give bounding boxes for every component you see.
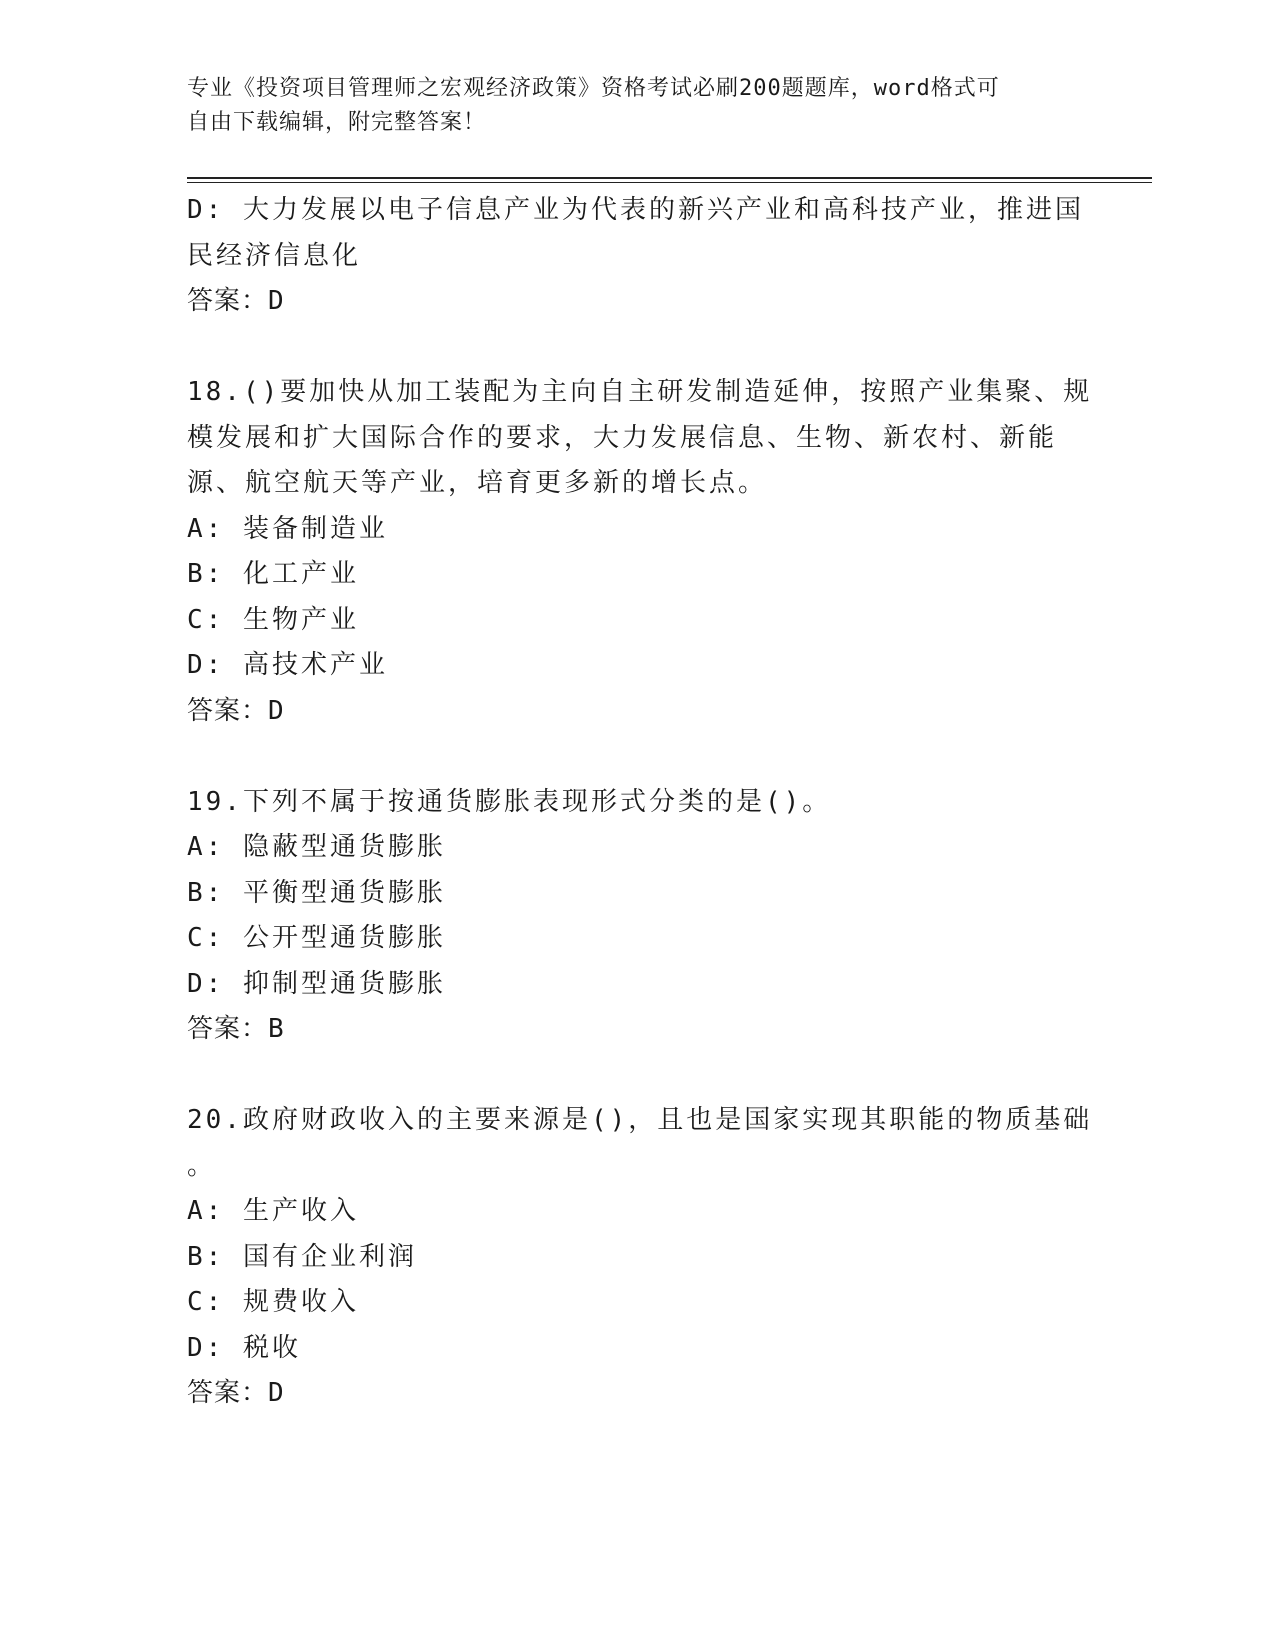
option-b: B: 化工产业	[187, 559, 359, 589]
spacer	[187, 734, 1087, 780]
option-a: A: 隐蔽型通货膨胀	[187, 832, 446, 862]
option-b: B: 国有企业利润	[187, 1241, 417, 1272]
answer: 答案：D	[187, 286, 285, 316]
option-d: D: 抑制型通货膨胀	[187, 968, 446, 999]
spacer	[187, 1053, 1087, 1099]
option-a: A: 装备制造业	[187, 513, 388, 544]
header-line-2: 自由下载编辑，附完整答案！	[187, 110, 487, 135]
option-b: B: 平衡型通货膨胀	[187, 877, 446, 908]
answer: 答案：D	[187, 1378, 285, 1408]
option-d: D: 税收	[187, 1332, 301, 1363]
option-d: D: 高技术产业	[187, 650, 388, 680]
spacer	[187, 325, 1087, 371]
question-19	[187, 780, 1087, 1053]
question-stem-continued: 源、航空航天等产业，培育更多新的增长点。	[187, 468, 768, 498]
option-d: D: 大力发展以电子信息产业为代表的新兴产业和高科技产业，推进国	[187, 195, 1084, 225]
option-a: A: 生产收入	[187, 1196, 359, 1226]
option-c: C: 生物产业	[187, 604, 359, 635]
question-stem-continued: 。	[187, 1150, 217, 1181]
header-line-1: 专业《投资项目管理师之宏观经济政策》资格考试必刷200题题库，word格式可	[187, 76, 1000, 101]
header-rule-thin	[187, 182, 1152, 183]
question-stem: 19.下列不属于按通货膨胀表现形式分类的是()。	[187, 786, 832, 817]
answer: 答案：B	[187, 1014, 285, 1044]
question-stem: 18.()要加快从加工装配为主向自主研发制造延伸，按照产业集聚、规	[187, 377, 1093, 407]
document-body	[187, 188, 1093, 1417]
question-20	[187, 1098, 1093, 1417]
question-18	[187, 370, 1093, 734]
option-c: C: 规费收入	[187, 1287, 359, 1317]
option-d-continued: 民经济信息化	[187, 240, 362, 271]
header-rule-thick	[187, 177, 1152, 179]
question-stem-continued: 模发展和扩大国际合作的要求，大力发展信息、生物、新农村、新能	[187, 422, 1058, 453]
question-17-tail	[187, 188, 1087, 325]
answer: 答案：D	[187, 695, 285, 726]
document-header	[187, 72, 1087, 140]
question-stem: 20.政府财政收入的主要来源是()，且也是国家实现其职能的物质基础	[187, 1105, 1093, 1135]
option-c: C: 公开型通货膨胀	[187, 923, 446, 953]
